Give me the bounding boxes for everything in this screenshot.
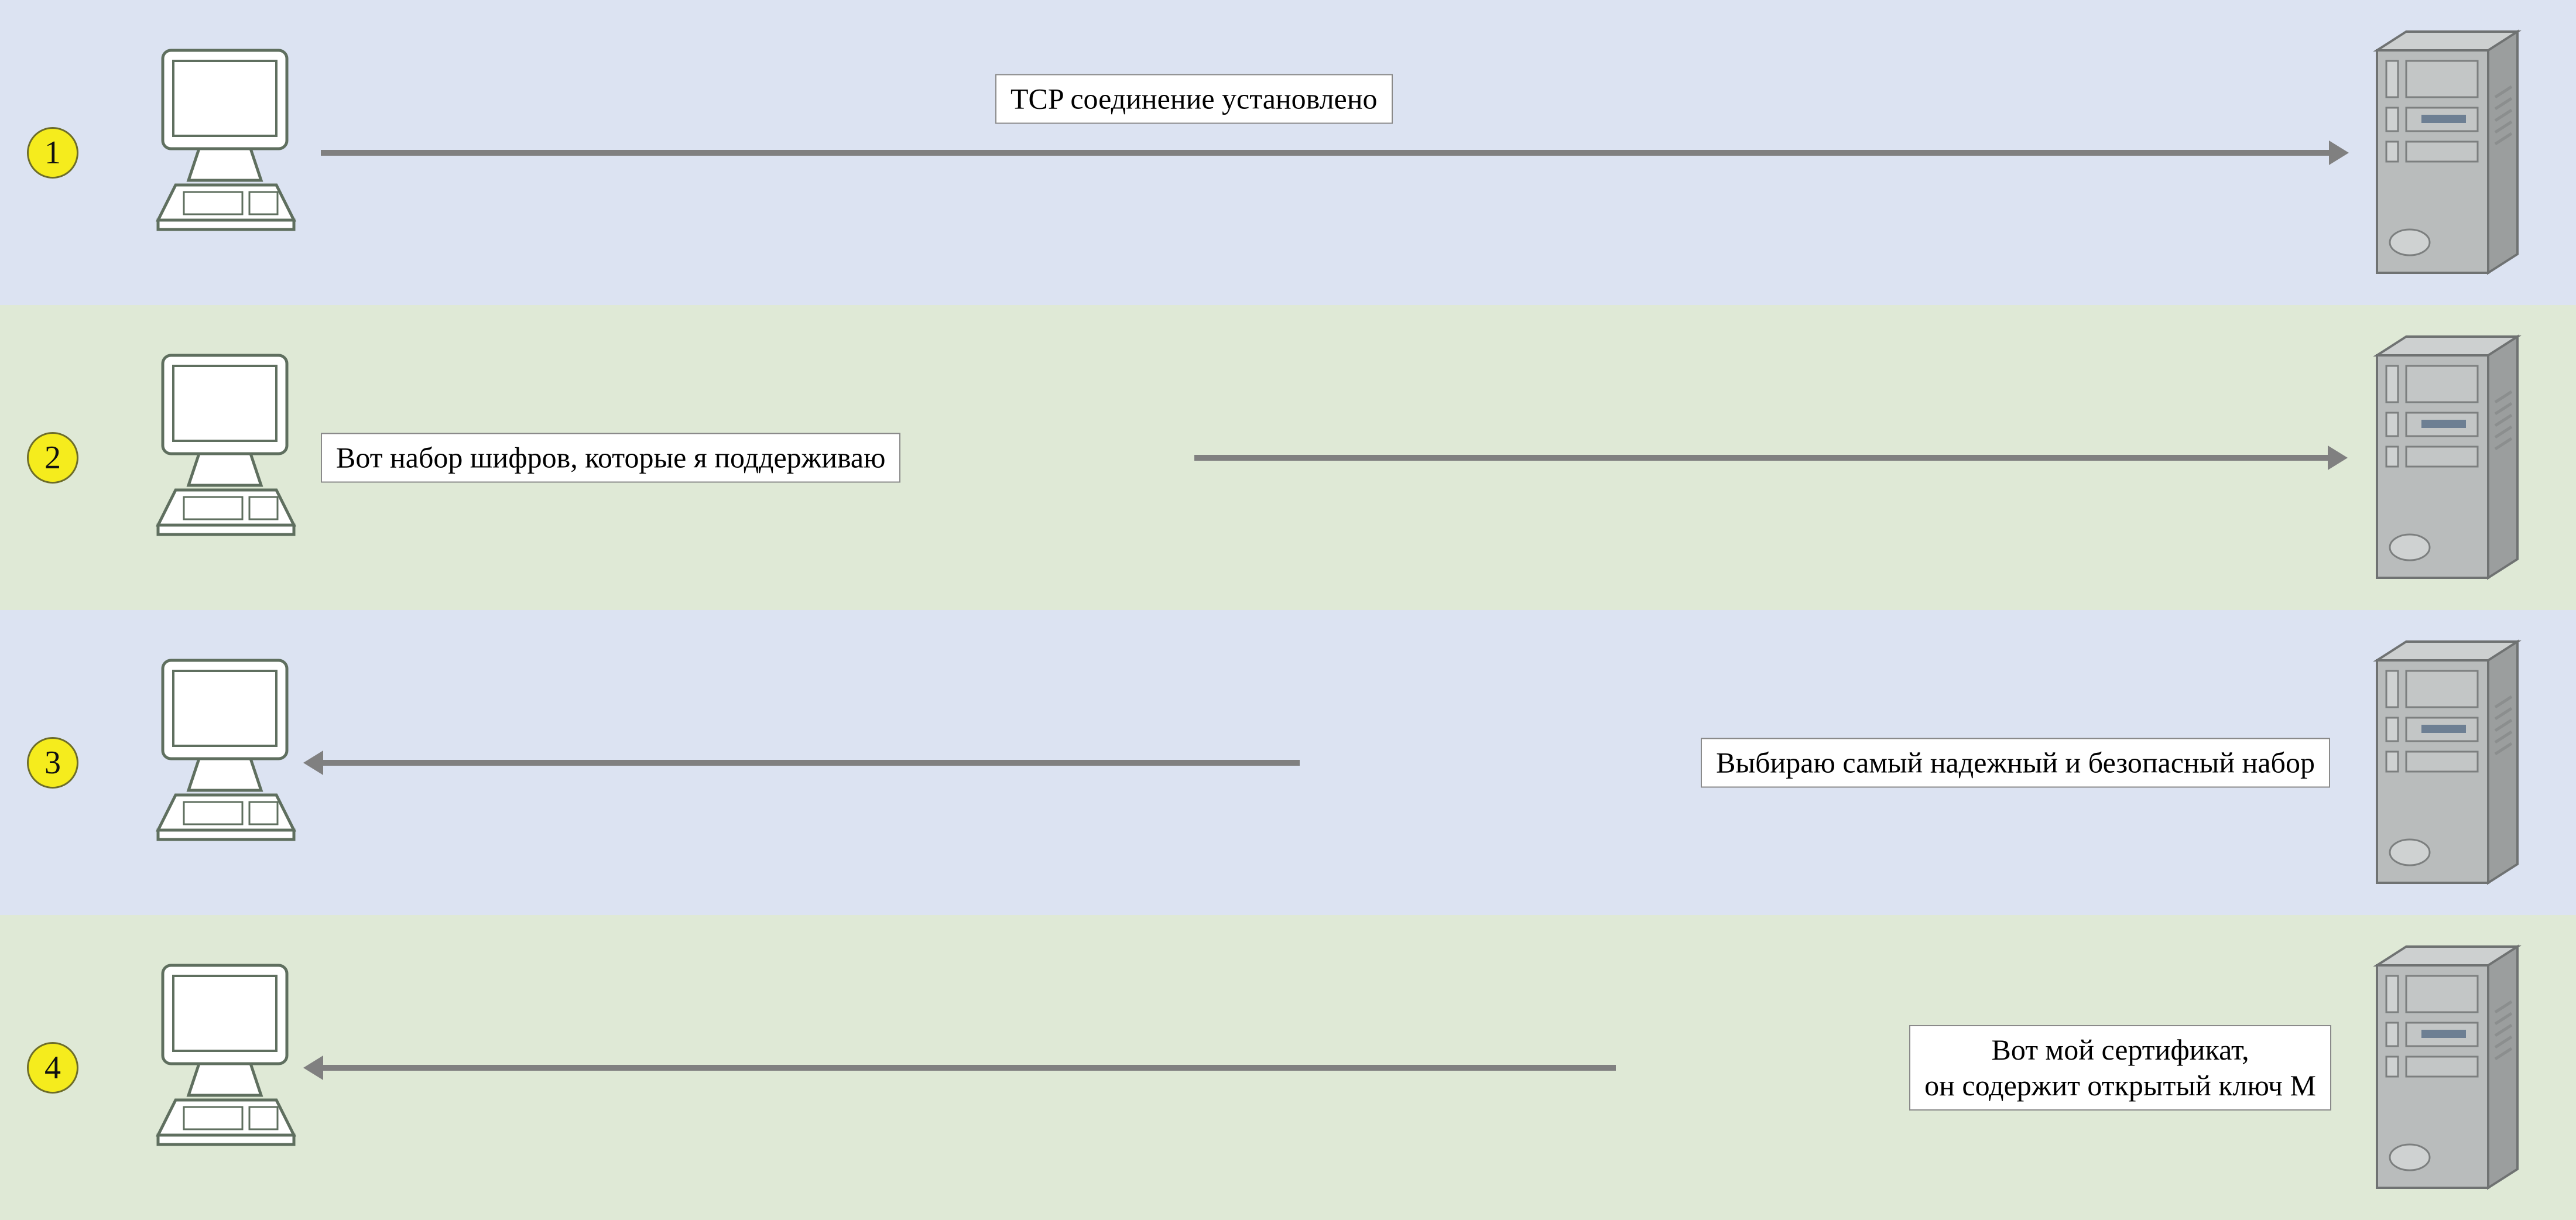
server-tower-icon-4 xyxy=(2365,942,2541,1194)
client-computer-icon-2 xyxy=(141,349,316,566)
client-computer-icon-4 xyxy=(141,959,316,1176)
arrow-server-to-client-3 xyxy=(321,760,1300,766)
message-label-2: Вот набор шифров, которые я поддерживаю xyxy=(321,433,900,482)
server-tower-icon-1 xyxy=(2365,27,2541,279)
diagram-row-1 xyxy=(0,0,2576,305)
message-label-3: Выбираю самый надежный и безопасный набор xyxy=(1701,738,2330,787)
message-label-4 xyxy=(1909,1025,2331,1111)
arrow-client-to-server-2 xyxy=(1194,455,2330,461)
arrow-client-to-server-1 xyxy=(321,150,2331,156)
arrow-server-to-client-4 xyxy=(321,1065,1616,1071)
step-number-badge-2: 2 xyxy=(27,432,78,484)
server-tower-icon-2 xyxy=(2365,332,2541,584)
client-computer-icon-1 xyxy=(141,44,316,261)
client-computer-icon-3 xyxy=(141,654,316,871)
diagram-row-4 xyxy=(0,915,2576,1220)
step-number-badge-4: 4 xyxy=(27,1042,78,1094)
message-label-4-line2: он содержит открытый ключ М xyxy=(1924,1068,2316,1102)
message-label-4-line1: Вот мой сертификат, xyxy=(1991,1033,2249,1066)
message-label-1: TCP соединение установлено xyxy=(995,74,1393,124)
step-number-badge-3: 3 xyxy=(27,737,78,789)
diagram-row-2 xyxy=(0,305,2576,610)
step-number-badge-1: 1 xyxy=(27,127,78,179)
server-tower-icon-3 xyxy=(2365,637,2541,889)
diagram-row-3 xyxy=(0,610,2576,915)
